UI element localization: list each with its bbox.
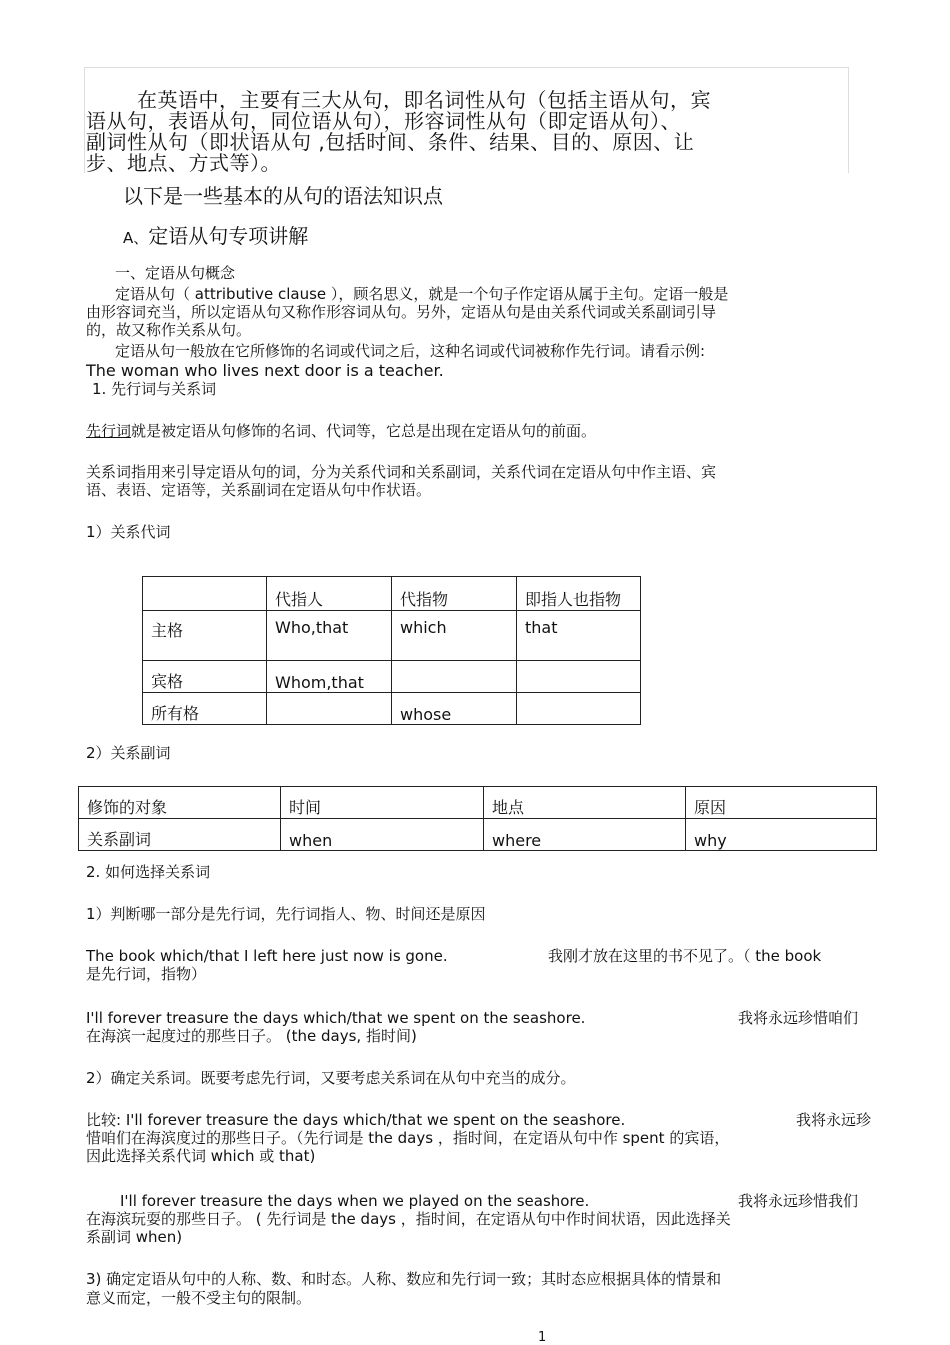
table-cell <box>143 577 267 611</box>
example-2-english: I'll forever treasure the days which/that we spent on the seashore. <box>86 1009 586 1027</box>
example-1-chinese: 我刚才放在这里的书不见了。（ the book <box>548 947 822 965</box>
concept-p2: 定语从句一般放在它所修饰的名词或代词之后，这种名词或代词被称作先行词。请看示例: <box>115 342 706 360</box>
section-a-label: A、 <box>123 229 149 247</box>
relative-word-line-2: 语、表语、定语等，关系副词在定语从句中作状语。 <box>86 481 432 499</box>
relative-pronoun-table <box>142 576 641 725</box>
intro-line-2: 语从句，表语从句，同位语从句），形容词性从句（即定语从句）、 <box>86 109 681 133</box>
step-1: 1）判断哪一部分是先行词，先行词指人、物、时间还是原因 <box>86 905 486 923</box>
comparison-1-chinese: 我将永远珍 <box>796 1111 872 1129</box>
table-cell: 主格 <box>143 611 267 661</box>
example-2-chinese: 我将永远珍惜咱们 <box>738 1009 859 1027</box>
intro-line-4: 步、地点、方式等）。 <box>86 151 281 175</box>
table-cell: 时间 <box>281 787 484 819</box>
comparison-1-line-2: 惜咱们在海滨度过的那些日子。（先行词是 the days ，指时间，在定语从句中作 spent 的宾语， <box>86 1129 730 1147</box>
pronouns-heading: 1）关系代词 <box>86 523 171 541</box>
antecedent-definition: 就是被定语从句修饰的名词、代词等，它总是出现在定语从句的前面。 <box>131 422 597 440</box>
table-cell <box>392 661 517 693</box>
table-cell: 宾格 <box>143 661 267 693</box>
table-cell: 代指人 <box>267 577 392 611</box>
antecedent-paragraph <box>86 422 596 440</box>
intro-line-3: 副词性从句（即状语从句 ,包括时间、条件、结果、目的、原因、让 <box>86 130 695 154</box>
table-cell <box>517 661 641 693</box>
table-row <box>143 693 641 725</box>
table-cell: Who,that <box>267 611 392 661</box>
concept-heading: 一、定语从句概念 <box>115 264 236 282</box>
step-3-line-1: 3) 确定定语从句中的人称、数、和时态。人称、数应和先行词一致；其时态应根据具体的情景和 <box>86 1270 722 1288</box>
concept-p1-line-3: 的，故又称作关系从句。 <box>86 321 252 339</box>
comparison-2-line-3: 系副词 when) <box>86 1228 183 1246</box>
page-number: 1 <box>538 1330 547 1345</box>
step-3-line-2: 意义而定，一般不受主句的限制。 <box>86 1289 312 1307</box>
intro-line-1: 在英语中，主要有三大从句，即名词性从句（包括主语从句，宾 <box>137 88 711 112</box>
table-cell: why <box>686 819 877 851</box>
example-2-line-2: 在海滨一起度过的那些日子。 (the days, 指时间) <box>86 1027 417 1045</box>
subtitle: 以下是一些基本的从句的语法知识点 <box>123 184 443 208</box>
comparison-2-chinese: 我将永远珍惜我们 <box>738 1192 859 1210</box>
table-cell: 所有格 <box>143 693 267 725</box>
table-cell: where <box>484 819 686 851</box>
table-cell: 代指物 <box>392 577 517 611</box>
table-cell: 关系副词 <box>79 819 281 851</box>
table-cell: whose <box>392 693 517 725</box>
example-1-english: The book which/that I left here just now is gone. <box>86 947 448 965</box>
comparison-2-line-1: I'll forever treasure the days when we played on the seashore. <box>120 1192 590 1210</box>
table-cell <box>267 693 392 725</box>
table-cell: 即指人也指物 <box>517 577 641 611</box>
table-row <box>79 787 877 819</box>
concept-example: The woman who lives next door is a teacher. <box>86 361 444 380</box>
antecedent-term: 先行词 <box>86 422 132 440</box>
table-cell: Whom,that <box>267 661 392 693</box>
section-a-title: 定语从句专项讲解 <box>148 224 309 248</box>
table-cell: 原因 <box>686 787 877 819</box>
example-1-line-2: 是先行词，指物） <box>86 965 207 983</box>
table-cell: when <box>281 819 484 851</box>
table-row <box>143 611 641 661</box>
comparison-1-line-3: 因此选择关系代词 which 或 that) <box>86 1147 316 1165</box>
relative-word-line-1: 关系词指用来引导定语从句的词，分为关系代词和关系副词，关系代词在定语从句中作主语、宾 <box>86 463 717 481</box>
table-row <box>79 819 877 851</box>
step-2: 2）确定关系词。既要考虑先行词，又要考虑关系词在从句中充当的成分。 <box>86 1069 576 1087</box>
concept-p1-line-1: 定语从句（ attributive clause ），顾名思义，就是一个句子作定语从属于主句。定语一般是 <box>115 285 729 303</box>
table-cell <box>517 693 641 725</box>
relative-adverb-table <box>78 786 877 851</box>
s2-heading: 2. 如何选择关系词 <box>86 863 211 881</box>
table-cell: which <box>392 611 517 661</box>
section-a-heading <box>123 220 308 249</box>
adverbs-heading: 2）关系副词 <box>86 744 171 762</box>
table-cell: 地点 <box>484 787 686 819</box>
table-row <box>143 661 641 693</box>
s1-heading: 1. 先行词与关系词 <box>92 380 217 398</box>
concept-p1-line-2: 由形容词充当，所以定语从句又称作形容词从句。另外，定语从句是由关系代词或关系副词引导 <box>86 303 717 321</box>
table-row <box>143 577 641 611</box>
table-cell: 修饰的对象 <box>79 787 281 819</box>
comparison-2-line-2: 在海滨玩耍的那些日子。 ( 先行词是 the days ，指时间，在定语从句中作时间状语，因此选择关 <box>86 1210 731 1228</box>
comparison-1-line-1: 比较: I'll forever treasure the days which/that we spent on the seashore. <box>86 1111 626 1129</box>
table-cell: that <box>517 611 641 661</box>
